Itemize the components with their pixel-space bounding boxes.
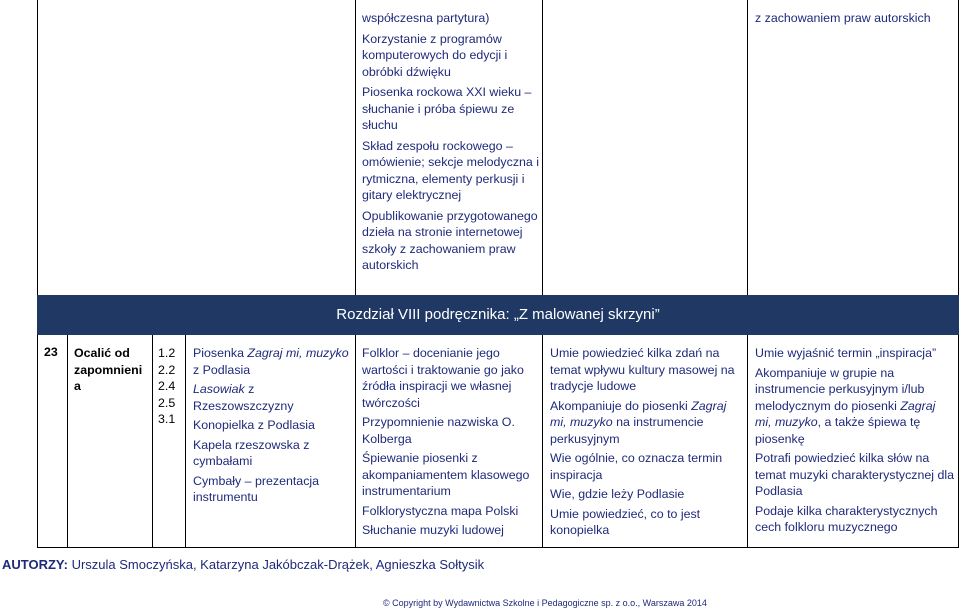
topic-2: Przypomnienie nazwiska O. Kolberga	[362, 415, 515, 446]
row-left-border	[37, 335, 38, 548]
code-4: 2.5	[158, 395, 176, 410]
authors-label: AUTORZY:	[2, 557, 68, 572]
topic-5: Słuchanie muzyki ludowej	[362, 523, 504, 537]
top-requirement: z zachowaniem praw autorskich	[755, 11, 931, 25]
kapela-item: Kapela rzeszowska z cymbałami	[193, 437, 310, 468]
col-divider-3b	[355, 335, 356, 548]
table-left-border	[37, 0, 38, 295]
advanced-4: Podaje kilka charakterystycznych cech folkloru muzycznego	[755, 503, 938, 534]
content-cell	[193, 345, 351, 509]
col-divider-5	[747, 0, 748, 295]
topic-3: Śpiewanie piosenki z akompaniamentem klasowego instrumentarium	[362, 451, 530, 498]
code-5: 3.1	[158, 412, 176, 426]
lesson-title: Ocalić od zapomnieni a	[74, 346, 143, 393]
advanced-requirements-cell	[755, 345, 955, 539]
col-divider-3	[355, 0, 356, 295]
col-divider-1	[67, 335, 68, 548]
col-divider-2b	[185, 335, 186, 548]
konopielka-item: Konopielka z Podlasia	[193, 418, 315, 432]
top-topic-2: Korzystanie z programów komputerowych do edycji i obróbki dźwięku	[362, 31, 508, 79]
top-topic-5: Opublikowanie przygotowanego dzieła na stronie internetowej szkoły z zachowaniem praw autorskich	[362, 208, 538, 272]
chapter-title: Rozdział VIII podręcznika: „Z malowanej skrzyni”	[336, 306, 660, 323]
basic-5: Umie powiedzieć, co to jest konopielka	[550, 506, 701, 537]
basic-3: Wie ogólnie, co oznacza termin inspiracja	[550, 451, 723, 482]
col-divider-4	[542, 0, 543, 295]
top-topics-cell	[362, 10, 540, 278]
row-bottom-border	[37, 547, 959, 548]
curriculum-codes	[158, 345, 184, 428]
lesson-number: 23	[44, 345, 58, 359]
top-requirement-cell	[755, 10, 955, 31]
topics-cell	[362, 345, 540, 542]
copyright-line: © Copyright by Wydawnictwa Szkolne i Pedagogiczne sp. z o.o., Warszawa 2014	[383, 598, 707, 608]
top-topic-1: współczesna partytura)	[362, 11, 490, 25]
lasowiak-item: Lasowiak z Rzeszowszczyzny	[193, 382, 294, 413]
col-divider-2	[152, 335, 153, 548]
cymbaly-item: Cymbały – prezentacja instrumentu	[193, 473, 320, 504]
advanced-2: Akompaniuje w grupie na instrumencie perkusyjnym i/lub melodycznym do piosenki Zagraj mi, muzyko, a także śpiewa tę piosenkę	[755, 365, 936, 446]
basic-requirements-cell	[550, 345, 745, 542]
advanced-3: Potrafi powiedzieć kilka słów na temat muzyki charakterystycznej dla Podlasia	[755, 451, 955, 498]
topic-1: Folklor – docenianie jego wartości i traktowanie go jako źródła inspiracji we własnej twórczości	[362, 346, 524, 410]
authors-names: Urszula Smoczyńska, Katarzyna Jakóbczak-Drążek, Agnieszka Sołtysik	[67, 557, 485, 572]
advanced-1: Umie wyjaśnić termin „inspiracja”	[755, 346, 937, 360]
code-1: 1.2	[158, 346, 176, 360]
top-topic-3: Piosenka rockowa XXI wieku – słuchanie i próba śpiewu ze słuchu	[362, 85, 532, 132]
code-2: 2.2	[158, 362, 176, 377]
code-3: 2.4	[158, 379, 176, 393]
col-divider-5b	[747, 335, 748, 548]
topic-4: Folklorystyczna mapa Polski	[362, 503, 519, 518]
song-item: Piosenka Zagraj mi, muzyko z Podlasia	[193, 346, 349, 377]
authors-line	[2, 557, 484, 572]
col-divider-4b	[542, 335, 543, 548]
basic-4: Wie, gdzie leży Podlasie	[550, 487, 685, 501]
basic-1: Umie powiedzieć kilka zdań na temat wpływu kultury masowej na tradycje ludowe	[550, 346, 735, 393]
basic-2: Akompaniuje do piosenki Zagraj mi, muzyko na instrumencie perkusyjnym	[550, 398, 727, 446]
top-topic-4: Skład zespołu rockowego – omówienie; sekcje melodyczna i rytmiczna, elementy perkusji i gitary elektrycznej	[362, 138, 539, 202]
